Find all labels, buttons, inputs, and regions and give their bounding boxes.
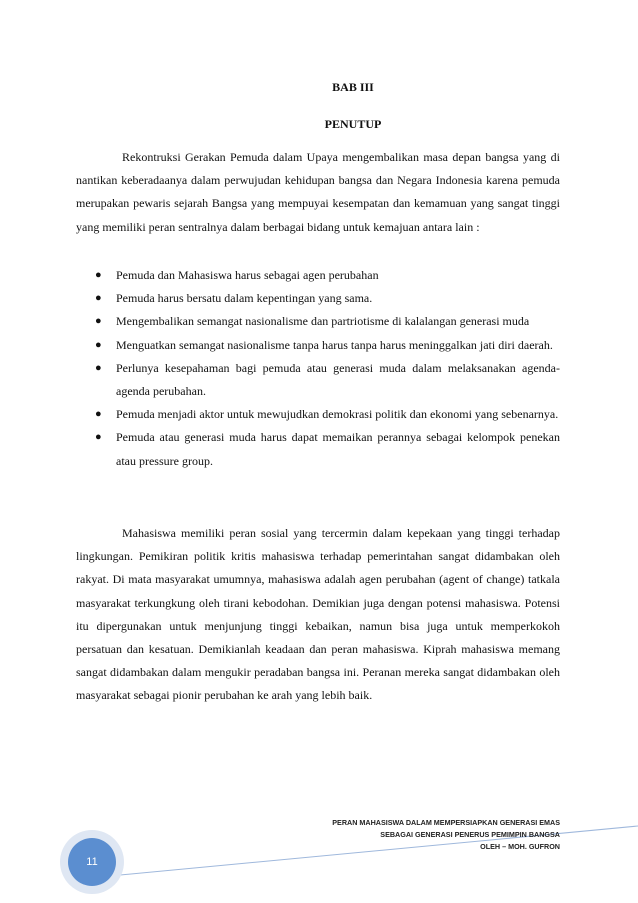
bullet-icon: ●: [95, 315, 102, 328]
bullet-icon: ●: [95, 269, 102, 281]
section-heading: PENUTUP: [324, 117, 382, 131]
bullet-icon: ●: [95, 361, 102, 374]
list-item: ● Pemuda menjadi aktor untuk mewujudkan demokrasi politik dan ekonomi yang sebenarnya.: [76, 403, 560, 426]
list-item: ● Pemuda dan Mahasiswa harus sebagai agen perubahan: [76, 264, 560, 287]
list-item: ● Perlunya kesepahaman bagi pemuda atau generasi muda dalam melaksanakan agenda-agenda perubahan.: [76, 357, 560, 403]
page-number: 11: [86, 856, 98, 868]
footer-line-2: SEBAGAI GENERASI PENERUS PEMIMPIN BANGSA: [380, 830, 560, 839]
bullet-icon: ●: [95, 431, 102, 444]
closing-paragraph: Mahasiswa memiliki peran sosial yang tercermin dalam kepekaan yang tinggi terhadap lingkungan. Pemikiran politik kritis mahasiswa terhadap pemerintahan sangat didambakan oleh rakyat. Di mata masyarakat umumnya, mahasiswa adalah agen perubahan (agent of change) tatkala masyarakat terkungkung oleh tirani kebodohan. Demikian juga dengan potensi mahasiswa. Potensi itu dipergunakan untuk menjunjung tinggi kebaikan, namun bisa juga untuk memperkokoh persatuan dan kesatuan. Demikianlah keadaan dan peran mahasiswa. Kiprah mahasiswa memang sangat didambakan dalam mengukir peradaban bangsa ini. Peranan mereka sangat didambakan oleh masyarakat sebagai pionir perubahan ke arah yang lebih baik.: [76, 526, 560, 703]
intro-paragraph: Rekontruksi Gerakan Pemuda dalam Upaya mengembalikan masa depan bangsa yang di nantikan keberadaanya dalam perwujudan kehidupan bangsa dan Negara Indonesia karena pemuda merupakan pewaris sejarah Bangsa yang mempuyai kesempatan dan kemamuan yang sangat tinggi yang memiliki peran sentralnya dalam berbagai bidang untuk kemajuan antara lain :: [76, 150, 560, 234]
footer-text: [230, 817, 560, 853]
bullet-icon: ●: [95, 408, 102, 421]
bullet-icon: ●: [95, 292, 102, 305]
list-item: ● Pemuda atau generasi muda harus dapat memaikan perannya sebagai kelompok penekan atau pressure group.: [76, 426, 560, 472]
list-item: ● Pemuda harus bersatu dalam kepentingan yang sama.: [76, 287, 560, 310]
bullet-icon: ●: [95, 338, 102, 351]
footer-line-3: OLEH – MOH. GUFRON: [480, 842, 560, 851]
list-item: ● Mengembalikan semangat nasionalisme dan partriotisme di kalalangan generasi muda: [76, 310, 560, 333]
chapter-heading: BAB III: [332, 80, 374, 94]
footer-line-1: PERAN MAHASISWA DALAM MEMPERSIAPKAN GENERASI EMAS: [332, 818, 560, 827]
list-item: ● Menguatkan semangat nasionalisme tanpa harus tanpa harus meninggalkan jati diri daerah.: [76, 334, 560, 357]
page-number-badge: [68, 838, 116, 886]
